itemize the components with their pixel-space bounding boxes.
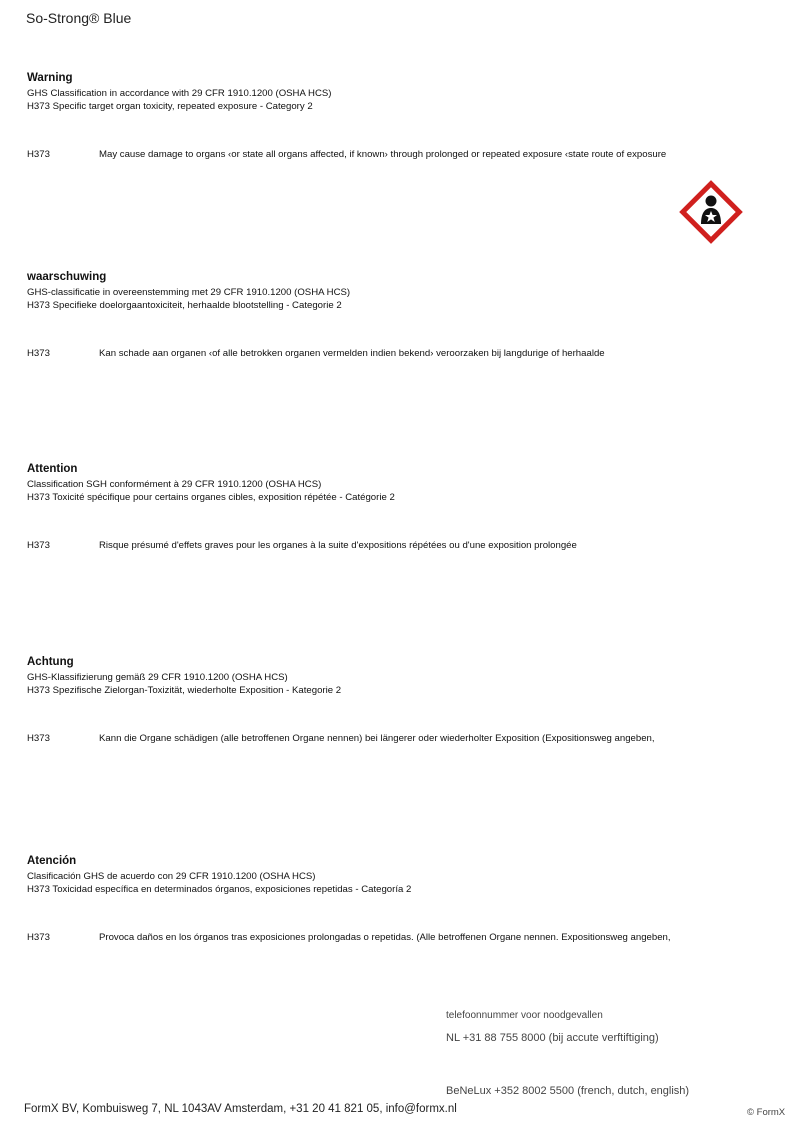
- signal-word: Atención: [27, 855, 77, 867]
- ghs-classification: GHS Classification in accordance with 29 CFR 1910.1200 (OSHA HCS): [27, 88, 332, 99]
- signal-word: Attention: [27, 463, 78, 475]
- ghs-classification: Clasificación GHS de acuerdo con 29 CFR 1910.1200 (OSHA HCS): [27, 871, 316, 882]
- hazard-statement-text: Kann die Organe schädigen (alle betroffenen Organe nennen) bei längerer oder wiederholter Exposition (Expositionsweg angeben,: [99, 733, 655, 744]
- emergency-phone-benelux: BeNeLux +352 8002 5500 (french, dutch, english): [446, 1085, 690, 1097]
- signal-word: Warning: [27, 72, 73, 84]
- hazard-section-spanish: [27, 855, 767, 943]
- signal-word: waarschuwing: [27, 271, 107, 283]
- hazard-statement-text: Provoca daños en los órganos tras exposiciones prolongadas o repetidas. (Alle betroffenen Organe nennen. Expositionsweg angeben,: [99, 932, 671, 943]
- hazard-class: H373 Toxicidad específica en determinados órganos, exposiciones repetidas - Categoría 2: [27, 884, 412, 895]
- hazard-class: H373 Spezifische Zielorgan-Toxizität, wiederholte Exposition - Kategorie 2: [27, 685, 342, 696]
- hazard-code: H373: [27, 733, 50, 744]
- hazard-statement-text: May cause damage to organs ‹or state all organs affected, if known› through prolonged or repeated exposure ‹state route of exposure: [99, 149, 667, 160]
- hazard-section-french: [27, 463, 767, 551]
- company-address: FormX BV, Kombuisweg 7, NL 1043AV Amsterdam, +31 20 41 821 05, info@formx.nl: [24, 1103, 457, 1115]
- hazard-code: H373: [27, 149, 50, 160]
- ghs08-health-hazard-icon: [679, 180, 743, 244]
- document-title: So-Strong® Blue: [26, 10, 132, 26]
- copyright: © FormX: [747, 1107, 786, 1118]
- hazard-class: H373 Specific target organ toxicity, repeated exposure - Category 2: [27, 101, 313, 112]
- hazard-section-german: [27, 656, 767, 744]
- hazard-section-english: [27, 72, 767, 160]
- hazard-code: H373: [27, 932, 50, 943]
- ghs-classification: Classification SGH conformément à 29 CFR 1910.1200 (OSHA HCS): [27, 479, 322, 490]
- hazard-statement-text: Kan schade aan organen ‹of alle betrokken organen vermelden indien bekend› veroorzaken bij langdurige of herhaalde: [99, 348, 605, 359]
- hazard-code: H373: [27, 348, 50, 359]
- ghs-classification: GHS-classificatie in overeenstemming met 29 CFR 1910.1200 (OSHA HCS): [27, 287, 351, 298]
- hazard-class: H373 Toxicité spécifique pour certains organes cibles, exposition répétée - Catégorie 2: [27, 492, 395, 503]
- hazard-section-dutch: [27, 271, 767, 359]
- hazard-class: H373 Specifieke doelorgaantoxiciteit, herhaalde blootstelling - Categorie 2: [27, 300, 342, 311]
- hazard-code: H373: [27, 540, 50, 551]
- emergency-label: telefoonnummer voor noodgevallen: [446, 1010, 603, 1021]
- emergency-phone-nl: NL +31 88 755 8000 (bij accute verftiftiging): [446, 1032, 659, 1044]
- ghs-classification: GHS-Klassifizierung gemäß 29 CFR 1910.1200 (OSHA HCS): [27, 672, 288, 683]
- hazard-statement-text: Risque présumé d'effets graves pour les organes à la suite d'expositions répétées ou d'une exposition prolongée: [99, 540, 577, 551]
- signal-word: Achtung: [27, 656, 74, 668]
